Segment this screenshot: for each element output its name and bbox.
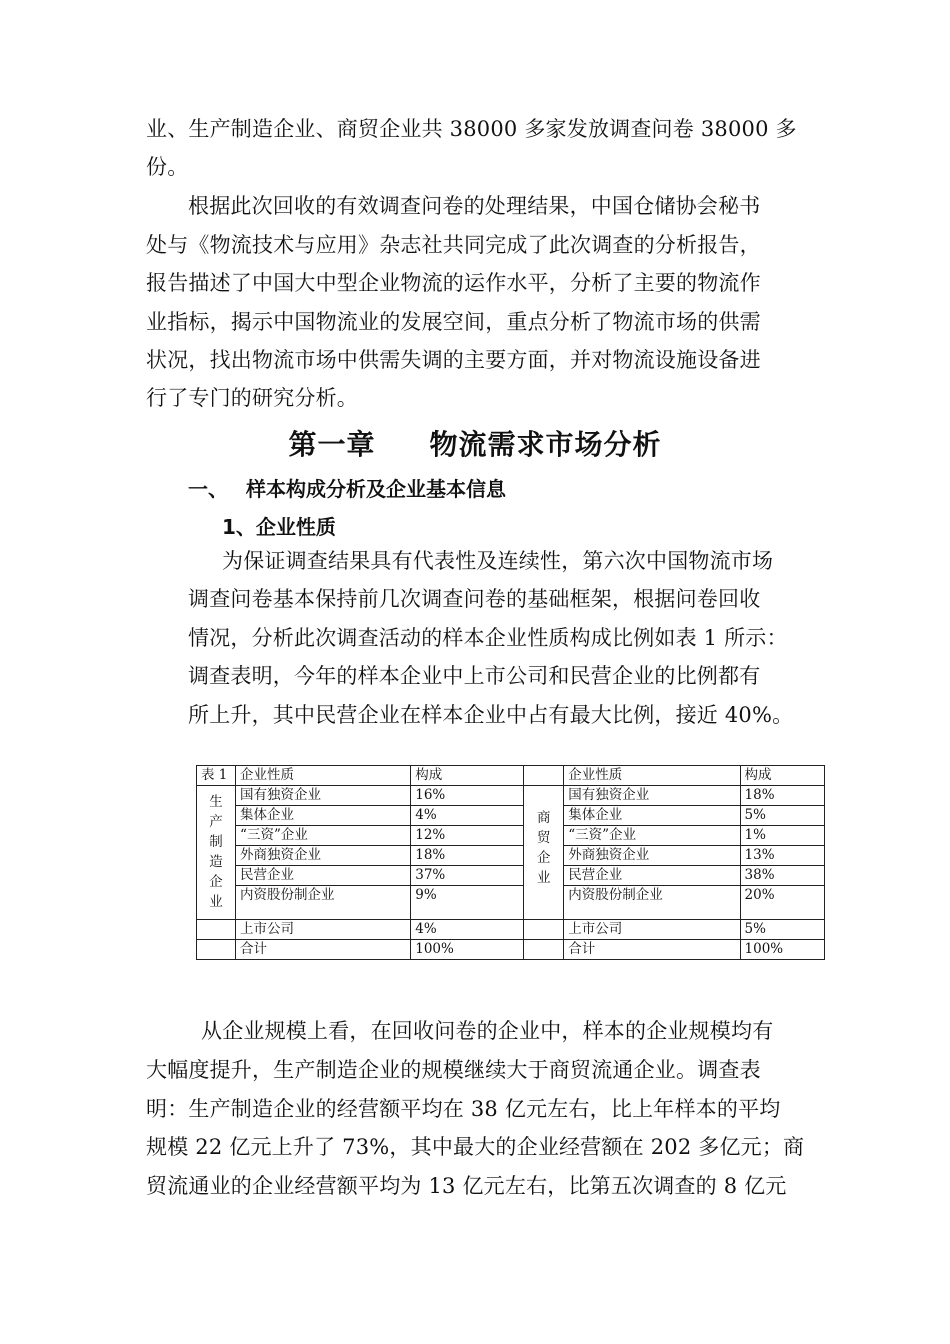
table-row: [197, 826, 825, 846]
table-cell: 100%: [411, 940, 524, 960]
body-text-line: 调查表明，今年的样本企业中上市公司和民营企业的比例都有: [188, 664, 761, 688]
body-text-line: 明：生产制造企业的经营额平均在 38 亿元左右，比上年样本的平均: [146, 1097, 781, 1121]
table-cell: 外商独资企业: [236, 846, 411, 866]
body-text-line: 大幅度提升，生产制造企业的规模继续大于商贸流通企业。调查表: [146, 1058, 761, 1082]
table-cell: 13%: [740, 846, 824, 866]
table-cell: 100%: [740, 940, 824, 960]
section-number: 一、: [188, 477, 228, 501]
header-cell-empty: [524, 766, 564, 786]
table-row: [197, 920, 825, 940]
body-text-line: 所上升，其中民营企业在样本企业中占有最大比例，接近 40%。: [188, 703, 794, 727]
enterprise-nature-table: [196, 765, 825, 960]
header-cell: 构成: [411, 766, 524, 786]
table-cell: 5%: [740, 806, 824, 826]
body-text-line: 份。: [146, 155, 189, 179]
body-text-line: 贸流通业的企业经营额平均为 13 亿元左右，比第五次调查的 8 亿元: [146, 1174, 787, 1198]
body-text-line: 规模 22 亿元上升了 73%，其中最大的企业经营额在 202 多亿元；商: [146, 1135, 805, 1159]
body-text-line: 调查问卷基本保持前几次调查问卷的基础框架，根据问卷回收: [188, 587, 761, 611]
body-text-line: 行了专门的研究分析。: [146, 386, 358, 410]
chapter-number: 第一章: [288, 428, 376, 461]
table-row: [197, 806, 825, 826]
table-row: [197, 786, 825, 806]
table-cell: 18%: [740, 786, 824, 806]
table-cell: 内资股份制企业: [236, 886, 411, 920]
body-text-line: 为保证调查结果具有代表性及连续性，第六次中国物流市场: [222, 549, 774, 573]
table-row: [197, 866, 825, 886]
table-cell-empty: [524, 940, 564, 960]
table-cell: 4%: [411, 806, 524, 826]
table-cell: 上市公司: [564, 920, 740, 940]
table-cell: 合计: [236, 940, 411, 960]
subsection-heading: 1、企业性质: [222, 515, 336, 539]
table-cell: 37%: [411, 866, 524, 886]
table-header-row: [197, 766, 825, 786]
table-cell-empty: [524, 920, 564, 940]
table-cell: 38%: [740, 866, 824, 886]
body-text-line: 处与《物流技术与应用》杂志社共同完成了此次调查的分析报告，: [146, 233, 761, 257]
table-total-row: [197, 940, 825, 960]
table-cell: 合计: [564, 940, 740, 960]
table-cell: 民营企业: [236, 866, 411, 886]
body-text-line: 状况，找出物流市场中供需失调的主要方面，并对物流设施设备进: [146, 348, 761, 372]
table-row: [197, 886, 825, 920]
section-title: 样本构成分析及企业基本信息: [246, 477, 506, 501]
table-cell: 9%: [411, 886, 524, 920]
table-cell: 20%: [740, 886, 824, 920]
commerce-group-label: 商 贸 企 业: [524, 786, 564, 920]
body-text-line: 业指标，揭示中国物流业的发展空间，重点分析了物流市场的供需: [146, 310, 761, 334]
table-cell: 集体企业: [236, 806, 411, 826]
table-row: [197, 846, 825, 866]
section-heading: [188, 473, 506, 502]
header-cell: 企业性质: [236, 766, 411, 786]
table-cell: 民营企业: [564, 866, 740, 886]
chapter-title: 物流需求市场分析: [429, 428, 662, 461]
header-cell: 构成: [740, 766, 824, 786]
body-text-line: 业、生产制造企业、商贸企业共 38000 多家发放调查问卷 38000 多: [146, 117, 797, 141]
table-cell: 12%: [411, 826, 524, 846]
table-cell-empty: [197, 920, 236, 940]
table-cell: 上市公司: [236, 920, 411, 940]
body-text-line: 从企业规模上看，在回收问卷的企业中，样本的企业规模均有: [201, 1019, 774, 1043]
manufacturing-group-label: 生 产 制 造 企 业: [197, 786, 236, 920]
table-cell: 16%: [411, 786, 524, 806]
table-cell: 18%: [411, 846, 524, 866]
table-cell: 1%: [740, 826, 824, 846]
body-text-line: 报告描述了中国大中型企业物流的运作水平，分析了主要的物流作: [146, 271, 761, 295]
body-text-line: 根据此次回收的有效调查问卷的处理结果，中国仓储协会秘书: [188, 194, 761, 218]
table-cell: “三资”企业: [236, 826, 411, 846]
table-cell: 内资股份制企业: [564, 886, 740, 920]
chapter-heading: [0, 423, 950, 463]
table-cell: 5%: [740, 920, 824, 940]
table-cell-empty: [197, 940, 236, 960]
header-cell: 企业性质: [564, 766, 740, 786]
table-cell: 国有独资企业: [564, 786, 740, 806]
body-text-line: 情况，分析此次调查活动的样本企业性质构成比例如表 1 所示：: [188, 626, 788, 650]
table-cell: 外商独资企业: [564, 846, 740, 866]
table-cell: “三资”企业: [564, 826, 740, 846]
table-cell: 集体企业: [564, 806, 740, 826]
table-label: 表 1: [197, 766, 236, 786]
table-cell: 4%: [411, 920, 524, 940]
table-cell: 国有独资企业: [236, 786, 411, 806]
